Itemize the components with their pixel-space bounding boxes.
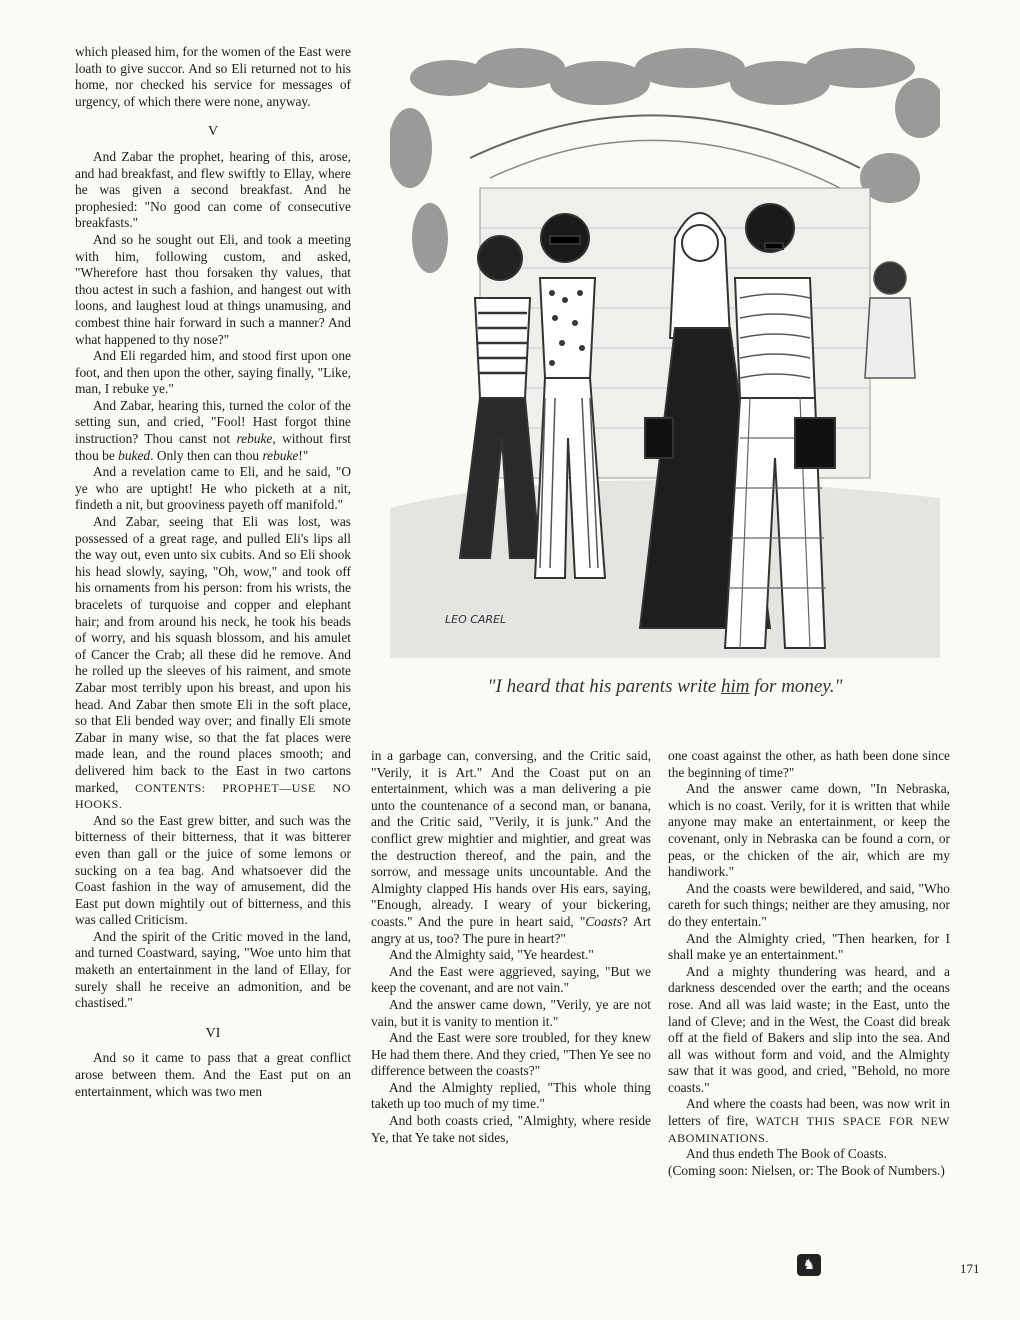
playboy-bunny-icon: ♞	[797, 1254, 821, 1276]
section-heading-v: V	[207, 124, 219, 140]
paragraph: And the answer came down, "Verily, ye are not vain, but it is vanity to mention it."	[371, 996, 651, 1029]
paragraph: And the East were aggrieved, saying, "But we keep the covenant, and are not vain."	[371, 963, 651, 996]
paragraph: And Zabar the prophet, hearing of this, arose, and had breakfast, and flew swiftly to Ellay, where he was given a second breakfast. And he prophesied: "No good can come of consecutive breakfasts."	[75, 148, 351, 231]
paragraph: And the spirit of the Critic moved in the land, and turned Coastward, saying, "Woe unto him that maketh an entertainment in the land of Ellay, for surely shall he receive an admonition, and be chastised."	[75, 928, 351, 1011]
paragraph: And so he sought out Eli, and took a meeting with him, following custom, and asked, "Wherefore hast thou forsaken thy values, that thou actest in such a fashion, and hangest out with loons, and laughest loud at things unamusing, and combest thine hair forward in such a manner? And what happened to thy nose?"	[75, 231, 351, 347]
cartoon-drawing	[390, 38, 940, 658]
artist-signature: LEO CAREL	[445, 613, 507, 626]
carton-label: CONTENTS: PROPHET—USE NO HOOKS.	[75, 780, 351, 812]
article-column-2	[371, 748, 651, 1146]
paragraph: one coast against the other, as hath been done since the beginning of time?"	[668, 748, 950, 780]
paragraph: And the Almighty said, "Ye heardest."	[389, 947, 594, 963]
paragraph: And a mighty thundering was heard, and a darkness descended over the earth; and the oceans rose. And all was laid waste; in the East, unto the land of Cleve; and in the West, the Coast did break off at the field of Bakers and slip into the sea. And all was without form and void, and the Almighty saw that it was good, and cried, "Behold, no more coasts."	[668, 963, 950, 1095]
paragraph: And the coasts were bewildered, and said, "Who careth for such things; neither are they amusing, nor do they entertain."	[668, 880, 950, 929]
cartoon-illustration	[390, 38, 940, 658]
article-column-1	[75, 44, 351, 1100]
paragraph: And the answer came down, "In Nebraska, which is no coast. Verily, for it is written that while anyone may make an entertainment, or keep the covenant, only in Nebraska can be found a corn, or peas, or the chicken of the air, which are my handiwork."	[668, 781, 950, 880]
article-column-3	[668, 748, 950, 1179]
paragraph: And the Almighty replied, "This whole thing taketh up too much of my time."	[371, 1079, 651, 1112]
paragraph: And a revelation came to Eli, and he said, "O ye who are uptight! He who picketh at a nit, findeth a nit, but grooviness payeth off manifold."	[75, 464, 351, 513]
paragraph: And Zabar, hearing this, turned the color of the setting sun, and cried, "Fool! Hast forgot thine instruction? Thou canst not rebuke, without first thou be buked. Only then can thou rebuke!"	[75, 397, 351, 463]
paragraph: And Eli regarded him, and stood first upon one foot, and then upon the other, saying finally, "Like, man, I rebuke ye."	[75, 348, 351, 397]
paragraph: And the Almighty cried, "Then hearken, for I shall make ye an entertainment."	[668, 930, 950, 963]
paragraph: And the East were sore troubled, for they knew He had them there. And they cried, "Then Ye see no difference between the coasts?"	[371, 1030, 651, 1079]
paragraph: And thus endeth The Book of Coasts.	[686, 1146, 887, 1162]
cartoon-caption: "I heard that his parents write him for money."	[487, 676, 843, 697]
paragraph: And where the coasts had been, was now writ in letters of fire, WATCH THIS SPACE FOR NEW ABOMINATIONS.	[668, 1096, 950, 1145]
fire-letters-label: WATCH THIS SPACE FOR NEW ABOMINATIONS.	[668, 1114, 950, 1145]
paragraph: And both coasts cried, "Almighty, where reside Ye, that Ye take not sides,	[371, 1113, 651, 1145]
section-heading-vi: VI	[205, 1025, 221, 1041]
figure-background-bearded-man	[865, 262, 915, 378]
paragraph: which pleased him, for the women of the East were loath to give succor. And so Eli returned not to his home, nor checked his service for messages of urgency, of which there were none, anyway.	[75, 44, 351, 109]
page-number: 171	[960, 1261, 980, 1276]
paragraph: (Coming soon: Nielsen, or: The Book of Numbers.)	[668, 1162, 945, 1178]
paragraph: And Zabar, seeing that Eli was lost, was possessed of a great rage, and pulled Eli's lips all the way out, even unto six cubits. And so Eli shook his head slowly, saying, "Oh, wow," and took off his ornaments from his person: from his wrists, the bracelets of turquoise and copper and elephant hair; and from around his neck, he took his beads of worry, and his squash blossom, and his amulet of Cancer the Crab; all these did he remove. And he rolled up the sleeves of his raiment, and smote Zabar most terribly upon his breast, and upon his head. And Zabar then smote Eli in the soft place, so that Eli bended way over; and finally Eli smote Zabar in many wise, so that the fat places were made lean, and the round places smooth; and delivered him back to the East in two cartons marked, CONTENTS: PROPHET—USE NO HOOKS.	[75, 514, 351, 812]
paragraph: And so the East grew bitter, and such was the bitterness of their bitterness, that it was bitterer even than gall or the juice of some lemons or sucking on a tea bag. And whatsoever did the Coast fashion in the way of amusement, did the East put down mightily out of bitterness, and this was called Criticism.	[75, 812, 351, 928]
paragraph: in a garbage can, conversing, and the Critic said, "Verily, it is Art." And the Coast put on an entertainment, which was a man delivering a pie unto the countenance of a second man, or banana, and the Critic said, "Verily, it is junk." And the conflict grew mightier and mightier, and great was the destruction thereof, and the pain, and the sorrow, and message units uncountable. And the Almighty clapped His hands over His ears, saying, "Enough, already. I weary of your bickering, coasts." And the pure in heart said, "Coasts? Art angry at us, too? The pure in heart?"	[371, 748, 651, 946]
paragraph: And so it came to pass that a great conflict arose between them. And the East put on an entertainment, which was two men	[75, 1050, 351, 1099]
